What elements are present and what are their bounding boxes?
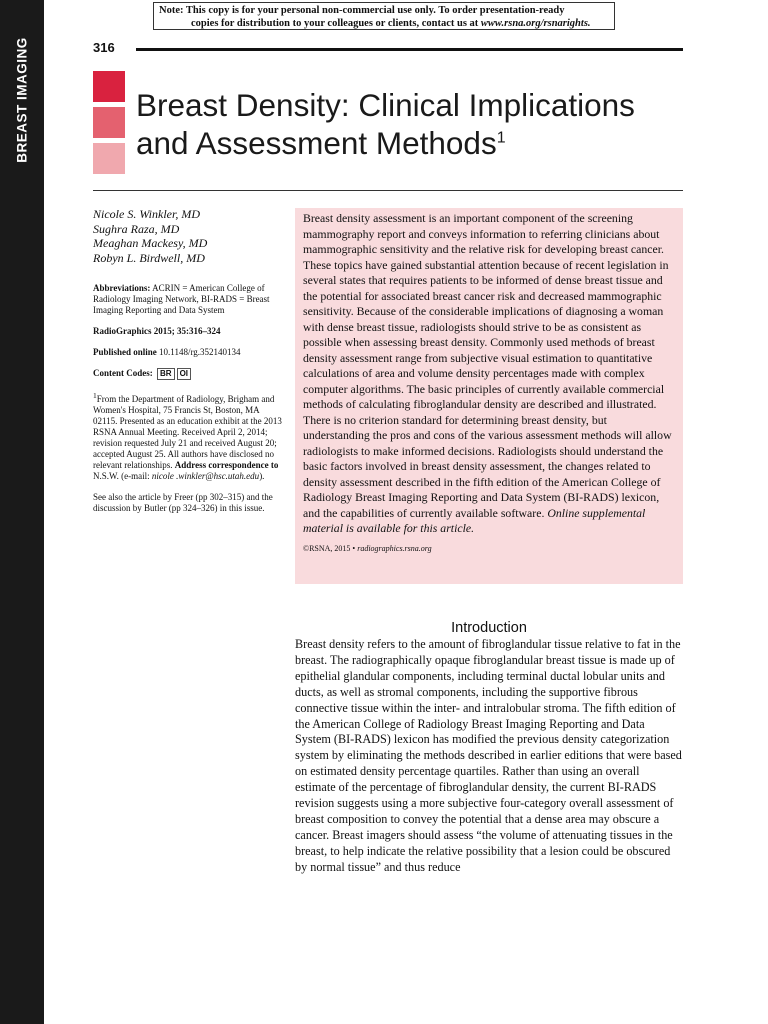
abstract-text: Breast density assessment is an important component of the screening mammography report and conveys information to referring clinicians about mammographic sensitivity and the relative risk for developing breast cancer. These topics have gained substantial attention because of recent legislation in several states that requires patients to be informed of dense breast tissue and the potential for associated breast cancer risk and decreased mammographic sensitivity. Because of the considerable implications of diagnosing a woman with dense breast tissue, radiologists should strive to be as consistent as possible when assessing breast density. Commonly used methods of breast density assessment range from subjective visual estimation to quantitative calculations of area and volume density percentages made with complex computer algorithms. The basic principles of currently available commercial methods of calculating fibroglandular density are described and illustrated. There is no criterion standard for determining breast density, but understanding the pros and cons of the various assessment methods will allow radiologists to make informed decisions. Radiologists should understand the basic factors involved in breast density assessment, the changes related to density assessment described in the fifth edition of the American College of Radiology Breast Imaging Reporting and Data System (BI-RADS) lexicon, and the capabilities of currently available software. — [303, 211, 672, 520]
abbreviations-label: Abbreviations: — [93, 283, 151, 293]
abbreviations-text: ACRIN = American College of Radiology Imaging Network, BI-RADS = Breast Imaging Reporting and Data System — [93, 283, 270, 315]
content-code-badge: OI — [177, 368, 191, 380]
title-rule — [93, 190, 683, 191]
address-end: ). — [259, 471, 265, 481]
article-title — [136, 86, 696, 162]
introduction-heading: Introduction — [451, 620, 527, 636]
content-code-badge: BR — [157, 368, 175, 380]
accent-square-medium — [93, 107, 125, 138]
usage-note — [153, 2, 615, 30]
author: Robyn L. Birdwell, MD — [93, 250, 205, 265]
title-line-2: and Assessment Methods — [136, 125, 497, 161]
author: Sughra Raza, MD — [93, 221, 180, 236]
accent-square-dark — [93, 71, 125, 102]
author-email[interactable]: nicole .winkler@hsc.utah.edu — [151, 471, 260, 481]
address-text: N.S.W. (e-mail: — [93, 471, 152, 481]
content-codes-label: Content Codes: — [93, 368, 153, 378]
article-metadata — [93, 283, 282, 524]
supplemental-note: Online supplemental material is available for this article. — [303, 505, 646, 535]
address-label: Address correspondence to — [174, 460, 279, 470]
doi[interactable]: 10.1148/rg.352140134 — [156, 347, 241, 357]
note-line-1: Note: This copy is for your personal non-commercial use only. To order presentation-ready — [159, 5, 565, 16]
published-online — [93, 347, 282, 358]
journal-url[interactable]: radiographics.rsna.org — [357, 543, 432, 553]
introduction-text: Breast density refers to the amount of fibroglandular tissue relative to fat in the breast. The radiographically opaque fibroglandular breast tissue is made up of epithelial glandular components, including terminal ductal lobular units and ducts, as well as stromal components, including the supportive fibrous connective tissue within the inter- and intralobular stroma. The fifth edition of the American College of Radiology Breast Imaging Reporting and Data System (BI-RADS) lexicon has modified the previous density categorization system by eliminating the methods described in earlier editions that were based on estimated density percentage quartiles. Rather than using an overall estimate of the percentage of fibroglandular density, the current BI-RADS revision suggests using a more subjective four-category overall assessment of breast composition to convey the potential that a dense area may obscure a cancer. Breast imagers should assess “the volume of attenuating tissues in the breast, to help indicate the relative possibility that a lesion could be obscured by normal tissue” and thus reduce — [295, 637, 682, 874]
citation — [93, 326, 282, 337]
content-codes — [93, 368, 282, 380]
abstract-box — [295, 208, 683, 584]
header-rule — [136, 48, 683, 51]
abstract-paragraph — [303, 211, 676, 537]
section-sidebar — [0, 0, 44, 1024]
copyright-text: ©RSNA, 2015 • — [303, 543, 358, 553]
affiliation-text: From the Department of Radiology, Brigham and Women's Hospital, 75 Francis St, Boston, MA 02115. Presented as an education exhibit at the 2013 RSNA Annual Meeting. Received April 2, 2014; revision requested July 21 and received August 20; accepted August 25. All authors have disclosed no relevant relationships. — [93, 394, 282, 470]
title-footnote-mark: 1 — [496, 129, 506, 147]
affiliation-mark: 1 — [93, 391, 97, 400]
citation-text: RadioGraphics 2015; 35:316–324 — [93, 326, 221, 336]
title-line-1: Breast Density: Clinical Implications — [136, 87, 635, 123]
affiliation-footnote — [93, 390, 282, 482]
author: Meaghan Mackesy, MD — [93, 236, 208, 250]
abbreviations — [93, 283, 282, 316]
see-also: See also the article by Freer (pp 302–315) and the discussion by Butler (pp 324–326) in this issue. — [93, 492, 273, 513]
rights-link[interactable]: www.rsna.org/rsnarights. — [480, 18, 591, 29]
author-list — [93, 207, 293, 265]
note-line-2-text: copies for distribution to your colleagues or clients, contact us at — [191, 18, 481, 29]
section-label: BREAST IMAGING — [14, 37, 30, 163]
author: Nicole S. Winkler, MD — [93, 207, 200, 221]
accent-square-light — [93, 143, 125, 174]
page-number: 316 — [93, 40, 115, 55]
published-label: Published online — [93, 347, 157, 357]
copyright-line — [303, 544, 676, 554]
note-line-2 — [159, 17, 609, 30]
